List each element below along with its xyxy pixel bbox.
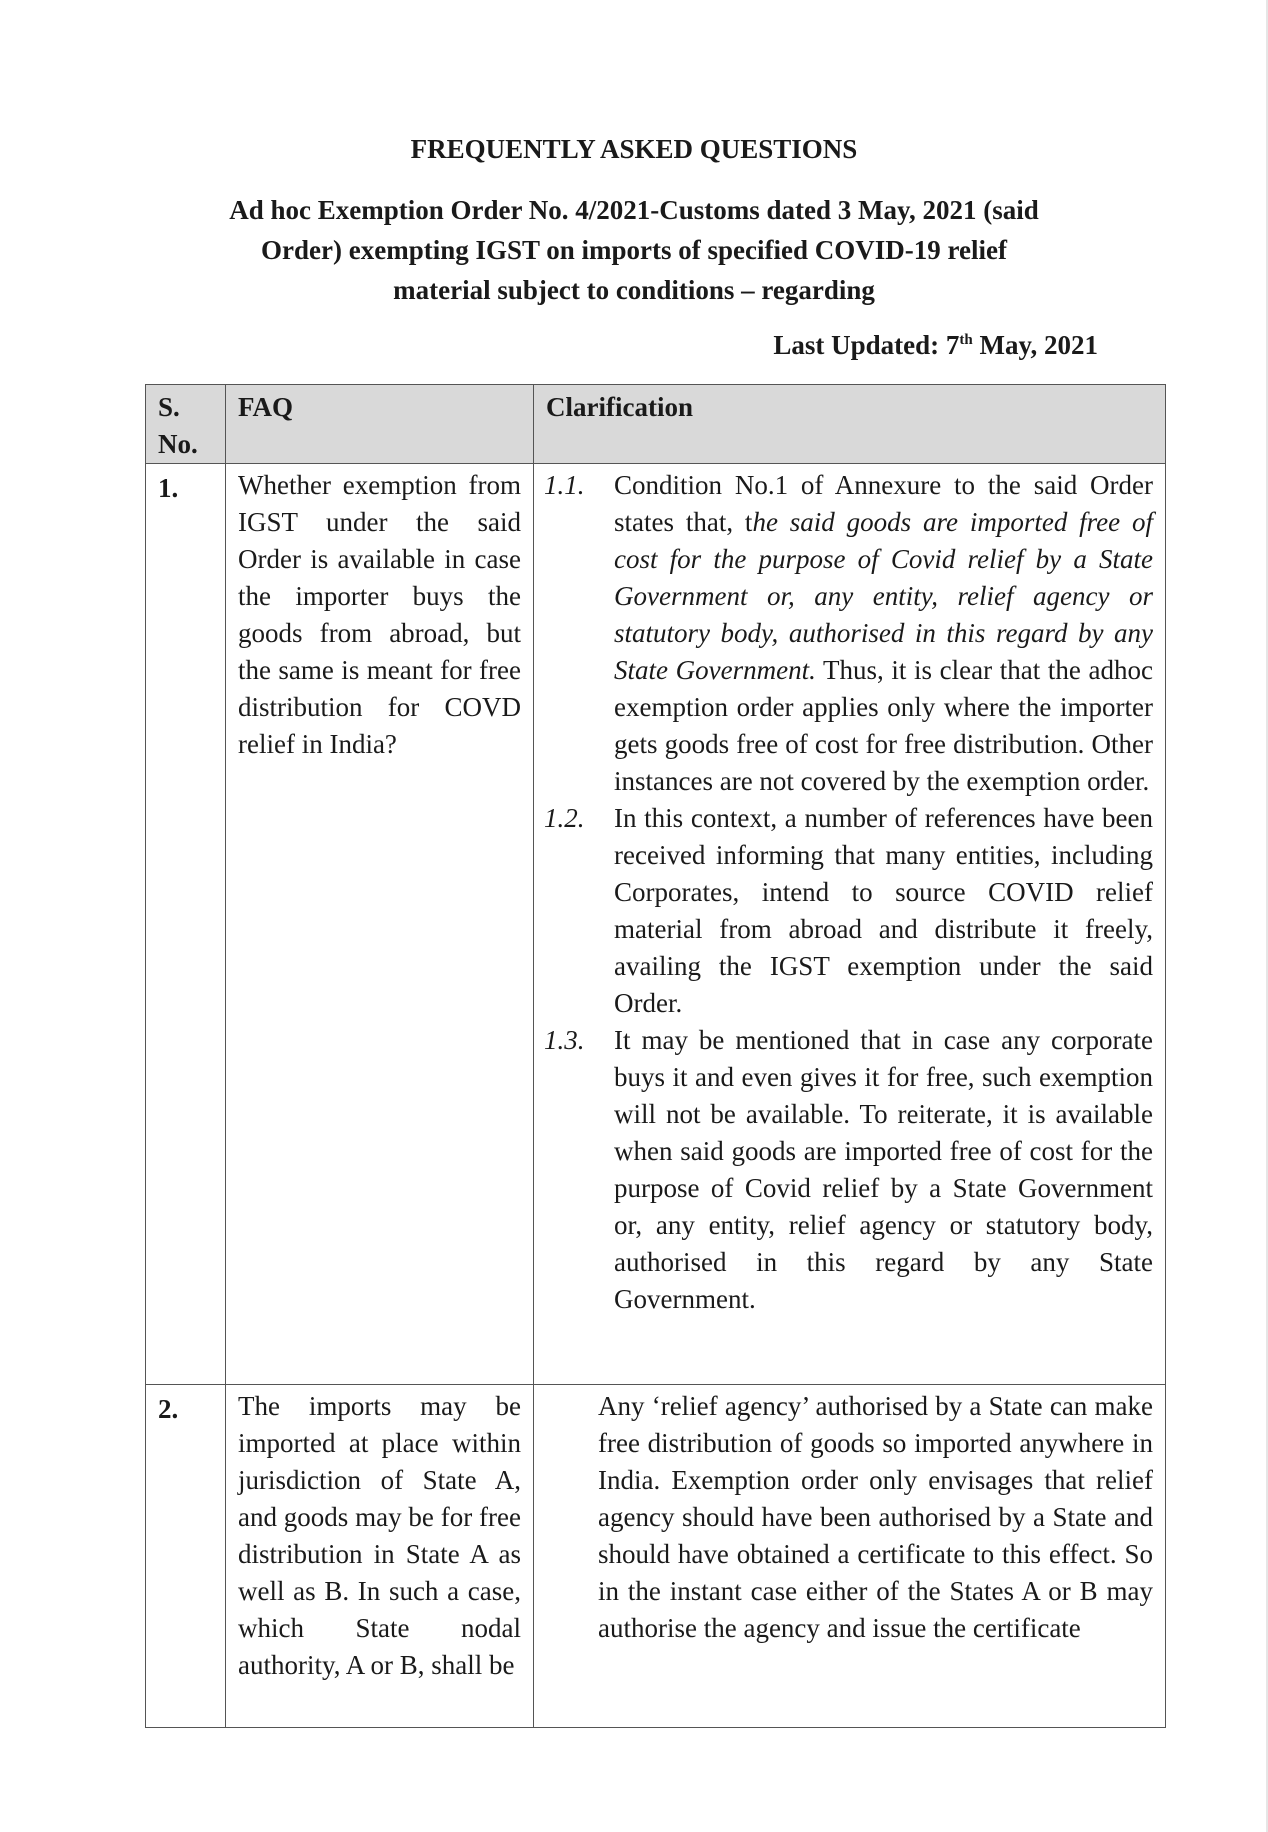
clarification-cell [534, 464, 1166, 1385]
document-subtitle [0, 190, 1268, 310]
paragraph-text: Condition No.1 of Annexure to the said Order states that, t [614, 470, 1153, 537]
table-row [146, 1385, 1166, 1728]
subtitle-line: material subject to conditions – regarding [393, 275, 875, 305]
row-sno-cell [146, 464, 226, 1385]
header-sno: S. No. [146, 385, 226, 464]
last-updated-suffix: May, 2021 [972, 330, 1098, 360]
paragraph-number: 1.2. [544, 803, 585, 833]
faq-cell [226, 1385, 534, 1728]
paragraph-number: 1.1. [544, 470, 585, 500]
clarification-text: Any ‘relief agency’ authorised by a State can make free distribution of goods so imported anywhere in India. Exemption order only envisages that relief agency should have been authorised by a State and should have obtained a certificate to this effect. So in the instant case either of the States A or B may authorise the agency and issue the certificate [598, 1391, 1153, 1643]
table-row [146, 464, 1166, 1385]
row-number: 2. [158, 1394, 179, 1424]
faq-table [145, 384, 1166, 1728]
faq-question: The imports may be imported at place within jurisdiction of State A, and goods may be for free distribution in State A as well as B. In such a case, which State nodal authority, A or B, shall be [238, 1391, 521, 1680]
header-clarification: Clarification [534, 385, 1166, 464]
table-header-row [146, 385, 1166, 464]
clarification-cell [534, 1385, 1166, 1728]
last-updated-prefix: Last Updated: 7 [773, 330, 960, 360]
clarification-paragraph [544, 800, 1153, 1022]
document-title: FREQUENTLY ASKED QUESTIONS [410, 134, 858, 164]
faq-question: Whether exemption from IGST under the said Order is available in case the importer buys the goods from abroad, but the same is meant for free distribution for COVD relief in India? [238, 470, 521, 759]
subtitle-line: Ad hoc Exemption Order No. 4/2021-Customs dated 3 May, 2021 (said [229, 195, 1039, 225]
paragraph-quoted-text: he said goods are imported free of cost for the purpose of Covid relief by a State Government or, any entity, relief agency or statutory body, authorised in this regard by any State Government. [614, 507, 1153, 685]
header-faq: FAQ [226, 385, 534, 464]
last-updated [773, 330, 1098, 361]
row-sno-cell [146, 1385, 226, 1728]
paragraph-text: Thus, it is clear that the adhoc exemption order applies only where the importer gets goods free of cost for free distribution. Other instances are not covered by the exemption order. [614, 655, 1153, 796]
paragraph-text: It may be mentioned that in case any corporate buys it and even gives it for free, such exemption will not be available. To reiterate, it is available when said goods are imported free of cost for the purpose of Covid relief by a State Government or, any entity, relief agency or statutory body, authorised in this regard by any State Government. [614, 1025, 1153, 1314]
faq-cell [226, 464, 534, 1385]
clarification-paragraph [544, 1022, 1153, 1318]
last-updated-ordinal: th [959, 332, 973, 348]
row-number: 1. [158, 473, 179, 503]
subtitle-line: Order) exempting IGST on imports of specified COVID-19 relief [261, 235, 1007, 265]
paragraph-text: In this context, a number of references have been received informing that many entities, including Corporates, intend to source COVID relief material from abroad and distribute it freely, availing the IGST exemption under the said Order. [614, 803, 1153, 1018]
paragraph-number: 1.3. [544, 1025, 585, 1055]
clarification-paragraph [544, 467, 1153, 800]
